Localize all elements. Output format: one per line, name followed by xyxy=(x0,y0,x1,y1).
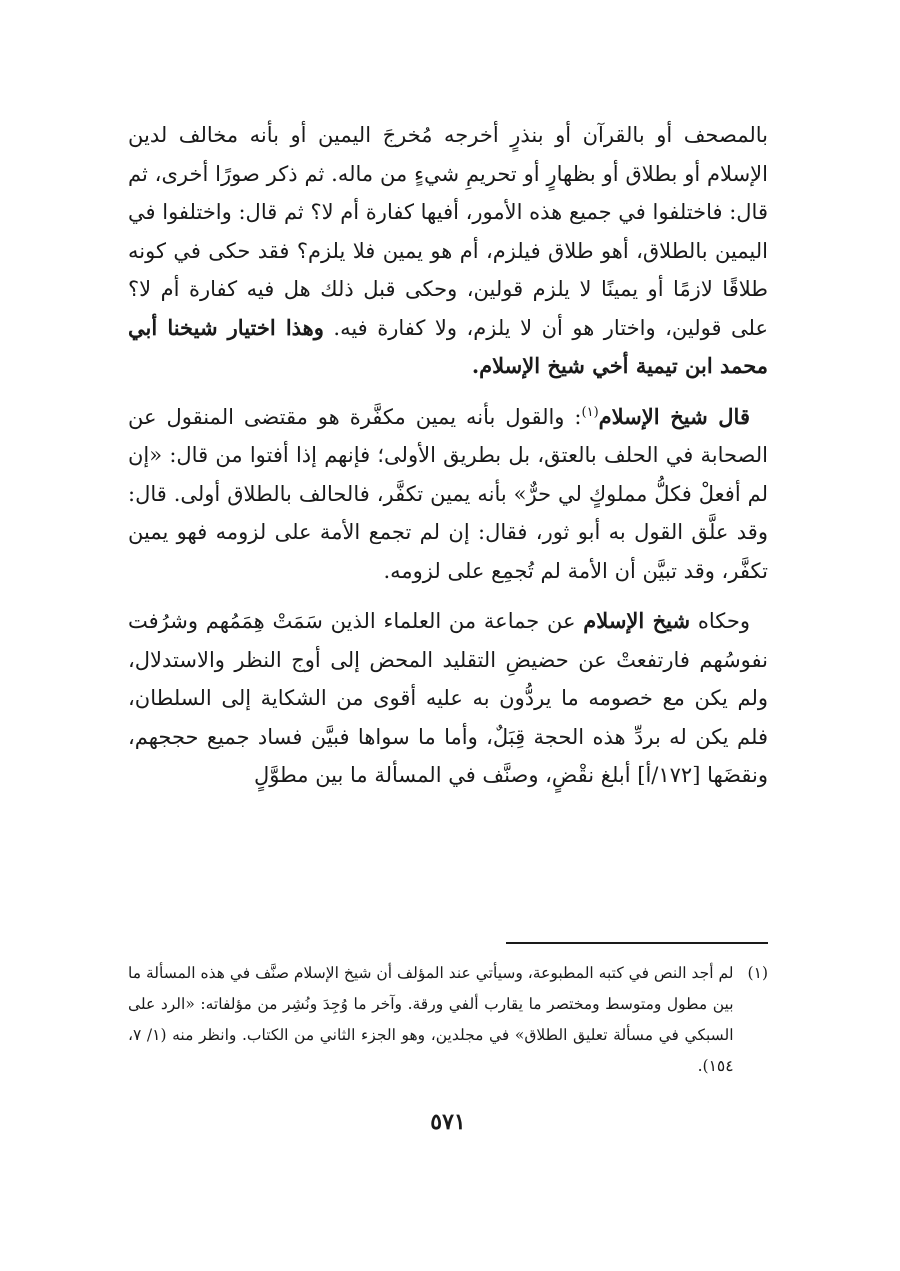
paragraph-3-text-start: وحكاه xyxy=(697,609,750,633)
paragraph-3-text: عن جماعة من العلماء الذين سَمَتْ هِمَمُهم وشرُفت نفوسُهم فارتفعتْ عن حضيضِ التقليد المحض إلى أوج النظر والاستدلال، ولم يكن مع خصومه ما يردُّون به عليه أقوى من الشكاية إلى السلطان، فلم يكن له بردِّ هذه الحجة قِبَلٌ، وأما ما سواها فبيَّن فساد جميع حججهم، ونقضَها [١٧٢/أ] أبلغ نقْضٍ، وصنَّف في المسألة ما بين مطوَّلٍ xyxy=(128,609,768,787)
paragraph-3-bold-phrase: شيخ الإسلام xyxy=(583,608,691,633)
footnote-reference[interactable]: (١) xyxy=(581,404,599,420)
paragraph-1-text: بالمصحف أو بالقرآن أو بنذرٍ أخرجه مُخرجَ اليمين أو بأنه مخالف لدين الإسلام أو بطلاق أو بظهارٍ أو تحريمِ شيءٍ من ماله. ثم ذكر صورًا أخرى، ثم قال: فاختلفوا في جميع هذه الأمور، أفيها كفارة أم لا؟ ثم قال: واختلفوا في اليمين بالطلاق، أهو طلاق فيلزم، أم هو يمين فلا يلزم؟ فقد حكى في كونه طلاقًا لازمًا أو يمينًا لا يلزم قولين، وحكى قبل ذلك هل فيه كفارة أم لا؟ على قولين، واختار هو أن لا يلزم، ولا كفارة فيه. xyxy=(128,123,768,340)
footnote-1 xyxy=(128,958,768,1082)
main-text-body xyxy=(128,116,768,795)
paragraph-1 xyxy=(128,116,768,386)
paragraph-2 xyxy=(128,398,768,591)
paragraph-2-text: : والقول بأنه يمين مكفَّرة هو مقتضى المنقول عن الصحابة في الحلف بالعتق، بل بطريق الأولى؛ فإنهم إذا أفتوا من قال: «إن لم أفعلْ فكلُّ مملوكٍ لي حرٌّ» بأنه يمين تكفَّر، فالحالف بالطلاق أولى. قال: وقد علَّق القول به أبو ثور، فقال: إن لم تجمع الأمة على لزومه فهو يمين تكفَّر، وقد تبيَّن أن الأمة لم تُجمِع على لزومه. xyxy=(128,404,768,583)
footnote-divider xyxy=(506,942,768,944)
paragraph-3 xyxy=(128,602,768,795)
footnote-marker: (١) xyxy=(747,964,768,982)
book-page xyxy=(128,116,768,1226)
page-number: ٥٧١ xyxy=(430,1109,466,1135)
paragraph-2-bold-phrase: قال شيخ الإسلام xyxy=(598,403,750,429)
paragraph-1-bold-phrase: وهذا اختيار شيخنا أبي محمد ابن تيمية أخي شيخ الإسلام. xyxy=(128,314,768,378)
footnote-text: لم أجد النص في كتبه المطبوعة، وسيأتي عند المؤلف أن شيخ الإسلام صنَّف في هذه المسألة ما بين مطول ومتوسط ومختصر ما يقارب ألفي ورقة. وآخر ما وُجِدَ ونُشِر من مؤلفاته: «الرد على السبكي في مسألة تعليق الطلاق» في مجلدين، وهو الجزء الثاني من الكتاب. وانظر منه (١/ ٧، ١٥٤). xyxy=(128,964,734,1075)
